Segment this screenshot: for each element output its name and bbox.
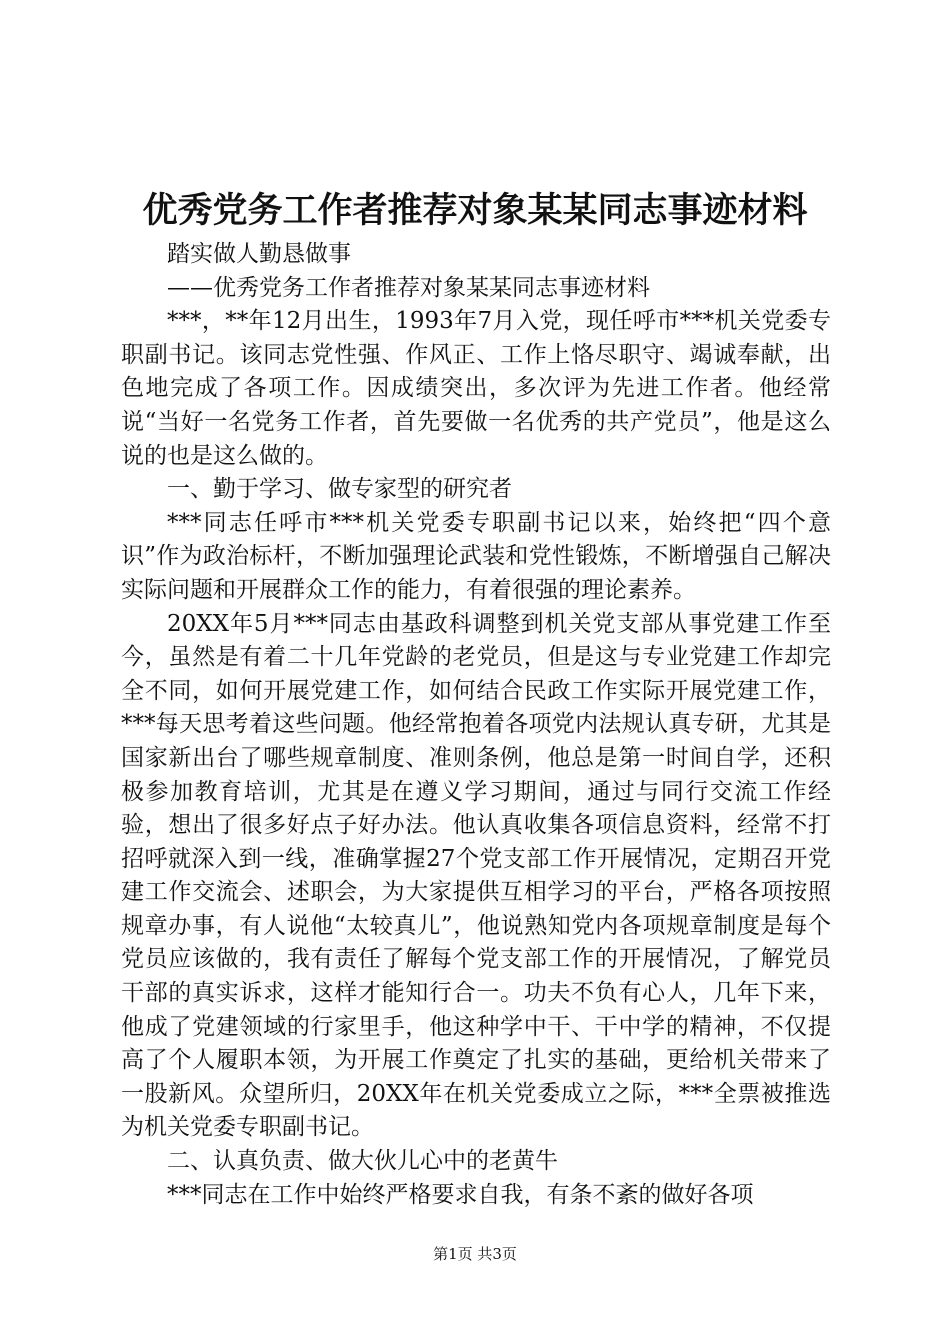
section-heading-1: 一、勤于学习、做专家型的研究者	[167, 476, 512, 503]
page-footer: 第1页 共3页	[433, 1245, 517, 1263]
subtitle-dash: ——优秀党务工作者推荐对象某某同志事迹材料	[167, 274, 650, 301]
paragraph: 20XX年5月***同志由基政科调整到机关党支部从事党建工作至今，虽然是有着二十几年党龄的老党员，但是这与专业党建工作却完全不同，如何开展党建工作，如何结合民政工作实际开展党建工作，***每天思考着这些问题。他经常抱着各项党内法规认真专研，尤其是国家新出台了哪些规章制度、准则条例，他总是第一时间自学，还积极参加教育培训，尤其是在遵义学习期间，通过与同行交流工作经验，想出了很多好点子好办法。他认真收集各项信息资料，经常不打招呼就深入到一线，准确掌握27个党支部工作开展情况，定期召开党建工作交流会、述职会，为大家提供互相学习的平台，严格各项按照规章办事，有人说他“太较真儿”，他说熟知党内各项规章制度是每个党员应该做的，我有责任了解每个党支部工作的开展情况，了解党员干部的真实诉求，这样才能知行合一。功夫不负有心人，几年下来，他成了党建领域的行家里手，他这种学中干、干中学的精神，不仅提高了个人履职本领，为开展工作奠定了扎实的基础，更给机关带来了一股新风。众望所归，20XX年在机关党委成立之际，***全票被推选为机关党委专职副书记。	[121, 610, 831, 1141]
section-heading-2: 二、认真负责、做大伙儿心中的老黄牛	[167, 1148, 558, 1175]
paragraph: ***同志在工作中始终严格要求自我，有条不紊的做好各项	[167, 1181, 754, 1208]
document-body	[121, 238, 831, 1212]
paragraph-intro: ***，**年12月出生，1993年7月入党，现任呼市***机关党委专职副书记。该同志党性强、作风正、工作上恪尽职守、竭诚奉献，出色地完成了各项工作。因成绩突出，多次评为先进工作者。他经常说“当好一名党务工作者，首先要做一名优秀的共产党员”，他是这么说的也是这么做的。	[121, 308, 831, 469]
document-title: 优秀党务工作者推荐对象某某同志事迹材料	[142, 190, 808, 231]
subtitle: 踏实做人勤恳做事	[167, 241, 351, 267]
paragraph: ***同志任呼市***机关党委专职副书记以来，始终把“四个意识”作为政治标杆，不断加强理论武装和党性锻炼，不断增强自己解决实际问题和开展群众工作的能力，有着很强的理论素养。	[121, 509, 831, 603]
